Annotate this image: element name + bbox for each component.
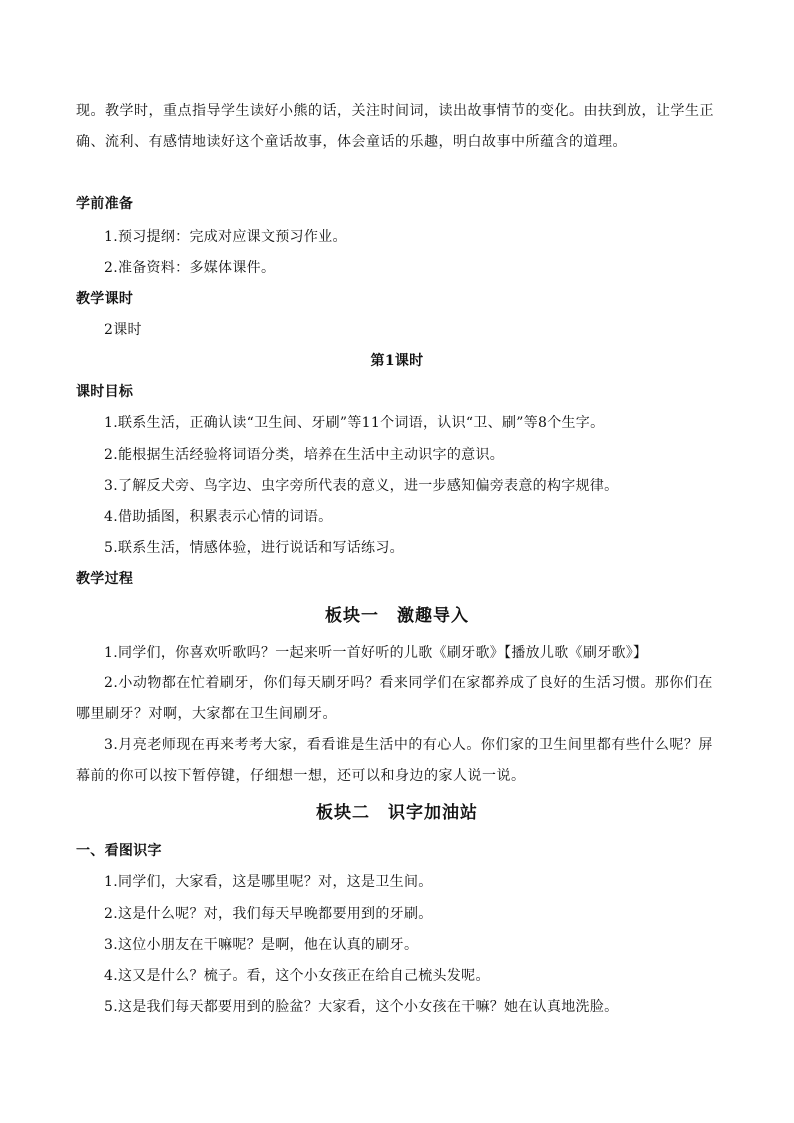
block2-title: 板块二 识字加油站 — [316, 803, 478, 823]
block2-item-4: 4.这又是什么？梳子。看，这个小女孩正在给自己梳头发呢。 — [104, 968, 490, 984]
prep-item-1: 1.预习提纲：完成对应课文预习作业。 — [104, 229, 347, 245]
goal-item-5: 5.联系生活，情感体验，进行说话和写话练习。 — [104, 540, 404, 556]
block2-item-1: 1.同学们，大家看，这是哪里呢？对，这是卫生间。 — [104, 874, 433, 890]
goal-item-3: 3.了解反犬旁、鸟字边、虫字旁所代表的意义，进一步感知偏旁表意的构字规律。 — [104, 478, 619, 494]
block2-item-5: 5.这是我们每天都要用到的脸盆？大家看，这个小女孩在干嘛？她在认真地洗脸。 — [104, 999, 619, 1015]
goal-item-4: 4.借助插图，积累表示心情的词语。 — [104, 509, 333, 525]
block2-item-2: 2.这是什么呢？对，我们每天早晚都要用到的牙刷。 — [104, 906, 433, 922]
goals-heading: 课时目标 — [76, 384, 134, 400]
goal-item-1: 1.联系生活，正确认读“卫生间、牙刷”等11个词语，认识“卫、刷”等8个生字。 — [104, 415, 605, 431]
hours-value: 2课时 — [104, 322, 142, 338]
intro-paragraph: 现。教学时，重点指导学生读好小熊的话，关注时间词，读出故事情节的变化。由扶到放，让学生正确、流利、有感情地读好这个童话故事，体会童话的乐趣，明白故事中所蕴含的道理。 — [76, 103, 714, 150]
hours-heading: 教学课时 — [76, 291, 134, 307]
block1-item-1: 1.同学们，你喜欢听歌吗？一起来听一首好听的儿歌《刷牙歌》【播放儿歌《刷牙歌》】 — [104, 645, 648, 661]
goal-item-2: 2.能根据生活经验将词语分类，培养在生活中主动识字的意识。 — [104, 447, 505, 463]
lesson-title: 第1课时 — [370, 353, 424, 369]
block1-title: 板块一 激趣导入 — [325, 606, 469, 626]
prep-item-2: 2.准备资料：多媒体课件。 — [104, 260, 276, 276]
block2-item-3: 3.这位小朋友在干嘛呢？是啊，他在认真的刷牙。 — [104, 937, 419, 953]
block1-item-3: 3.月亮老师现在再来考考大家，看看谁是生活中的有心人。你们家的卫生间里都有些什么呢？屏幕前的你可以按下暂停键，仔细想一想，还可以和身边的家人说一说。 — [76, 737, 713, 784]
process-heading: 教学过程 — [76, 571, 134, 587]
block1-item-2: 2.小动物都在忙着刷牙，你们每天刷牙吗？看来同学们在家都养成了良好的生活习惯。那你们在哪里刷牙？对啊，大家都在卫生间刷牙。 — [76, 675, 713, 722]
block2-subheading: 一、看图识字 — [76, 843, 162, 859]
prep-heading: 学前准备 — [76, 196, 134, 212]
